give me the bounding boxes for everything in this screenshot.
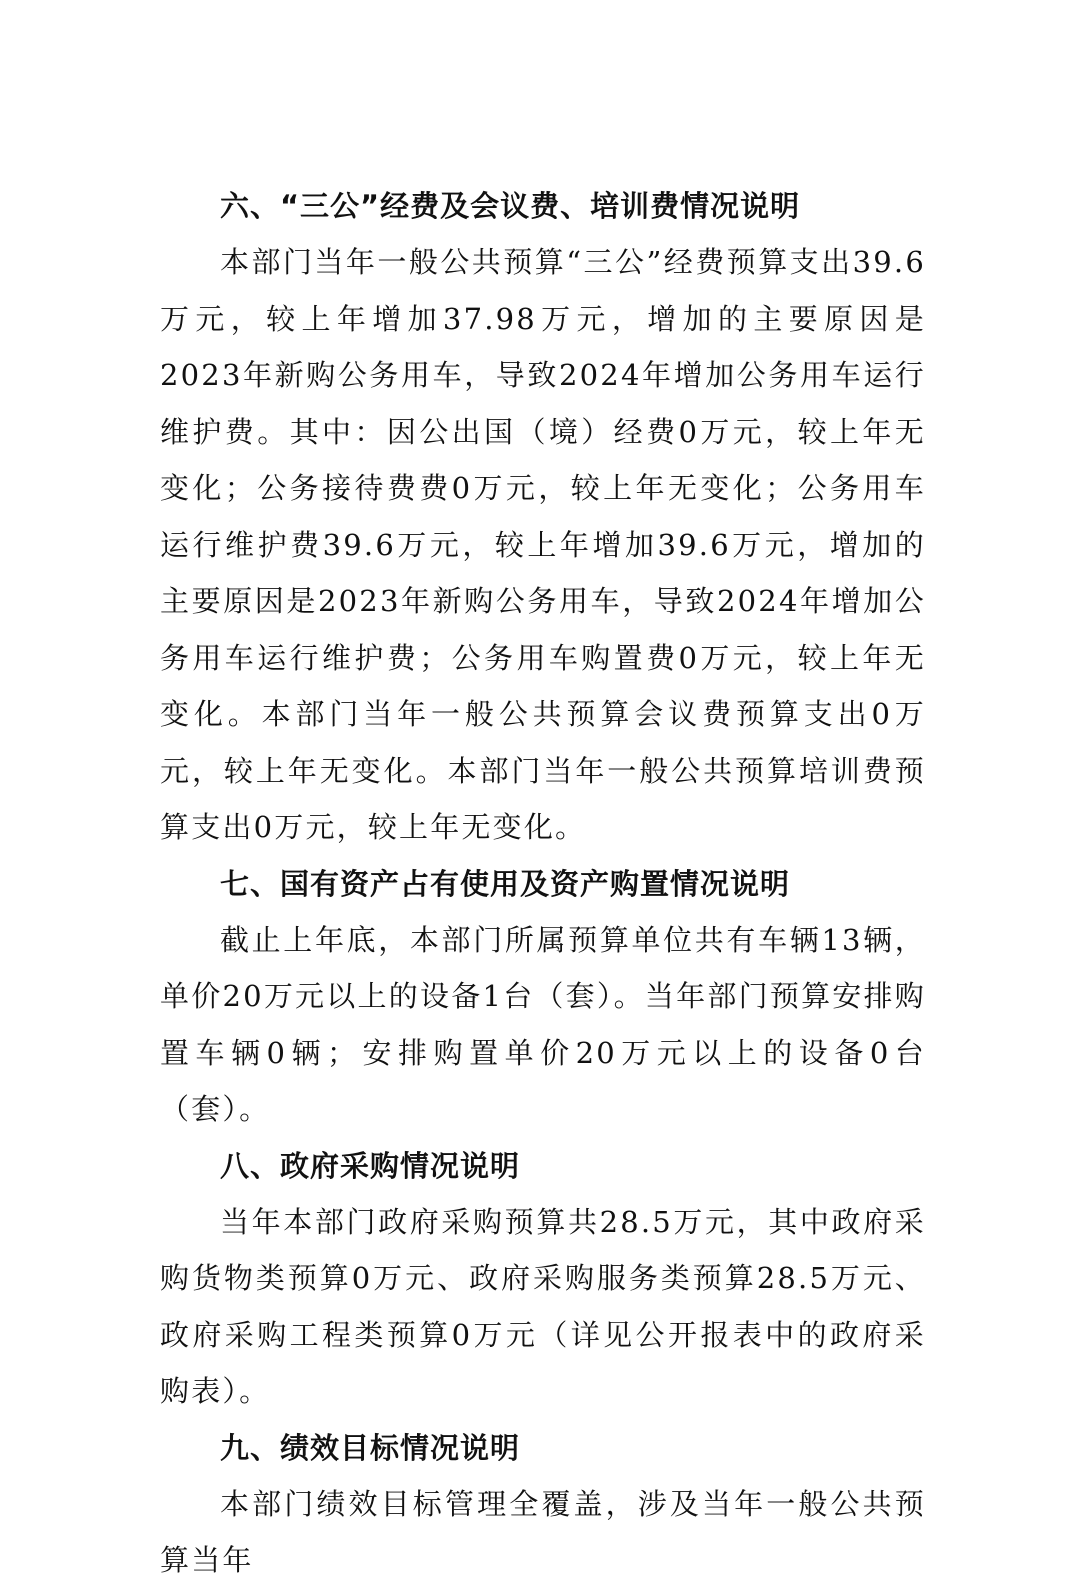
section-heading-eight: 八、政府采购情况说明 — [220, 1148, 521, 1183]
section-paragraph-nine: 本部门绩效目标管理全覆盖，涉及当年一般公共预算当年 — [160, 1486, 926, 1577]
section-paragraph-eight: 当年本部门政府采购预算共28.5万元，其中政府采购货物类预算0万元、政府采购服务类预算28.5万元、政府采购工程类预算0万元（详见公开报表中的政府采购表）。 — [160, 1204, 926, 1408]
section-heading-seven: 七、国有资产占有使用及资产购置情况说明 — [220, 866, 791, 901]
section-heading-nine: 九、绩效目标情况说明 — [220, 1430, 521, 1465]
section-paragraph-seven: 截止上年底，本部门所属预算单位共有车辆13辆，单价20万元以上的设备1台（套）。当年部门预算安排购置车辆0辆；安排购置单价20万元以上的设备0台（套）。 — [160, 922, 926, 1126]
section-paragraph-six: 本部门当年一般公共预算“三公”经费预算支出39.6万元，较上年增加37.98万元，增加的主要原因是2023年新购公务用车，导致2024年增加公务用车运行维护费。其中：因公出国（境）经费0万元，较上年无变化；公务接待费费0万元，较上年无变化；公务用车运行维护费39.6万元，较上年增加39.6万元，增加的主要原因是2023年新购公务用车，导致2024年增加公务用车运行维护费；公务用车购置费0万元，较上年无变化。本部门当年一般公共预算会议费预算支出0万元，较上年无变化。本部门当年一般公共预算培训费预算支出0万元，较上年无变化。 — [160, 245, 926, 844]
document-body — [160, 178, 926, 1589]
section-heading-six: 六、“三公”经费及会议费、培训费情况说明 — [220, 189, 801, 223]
